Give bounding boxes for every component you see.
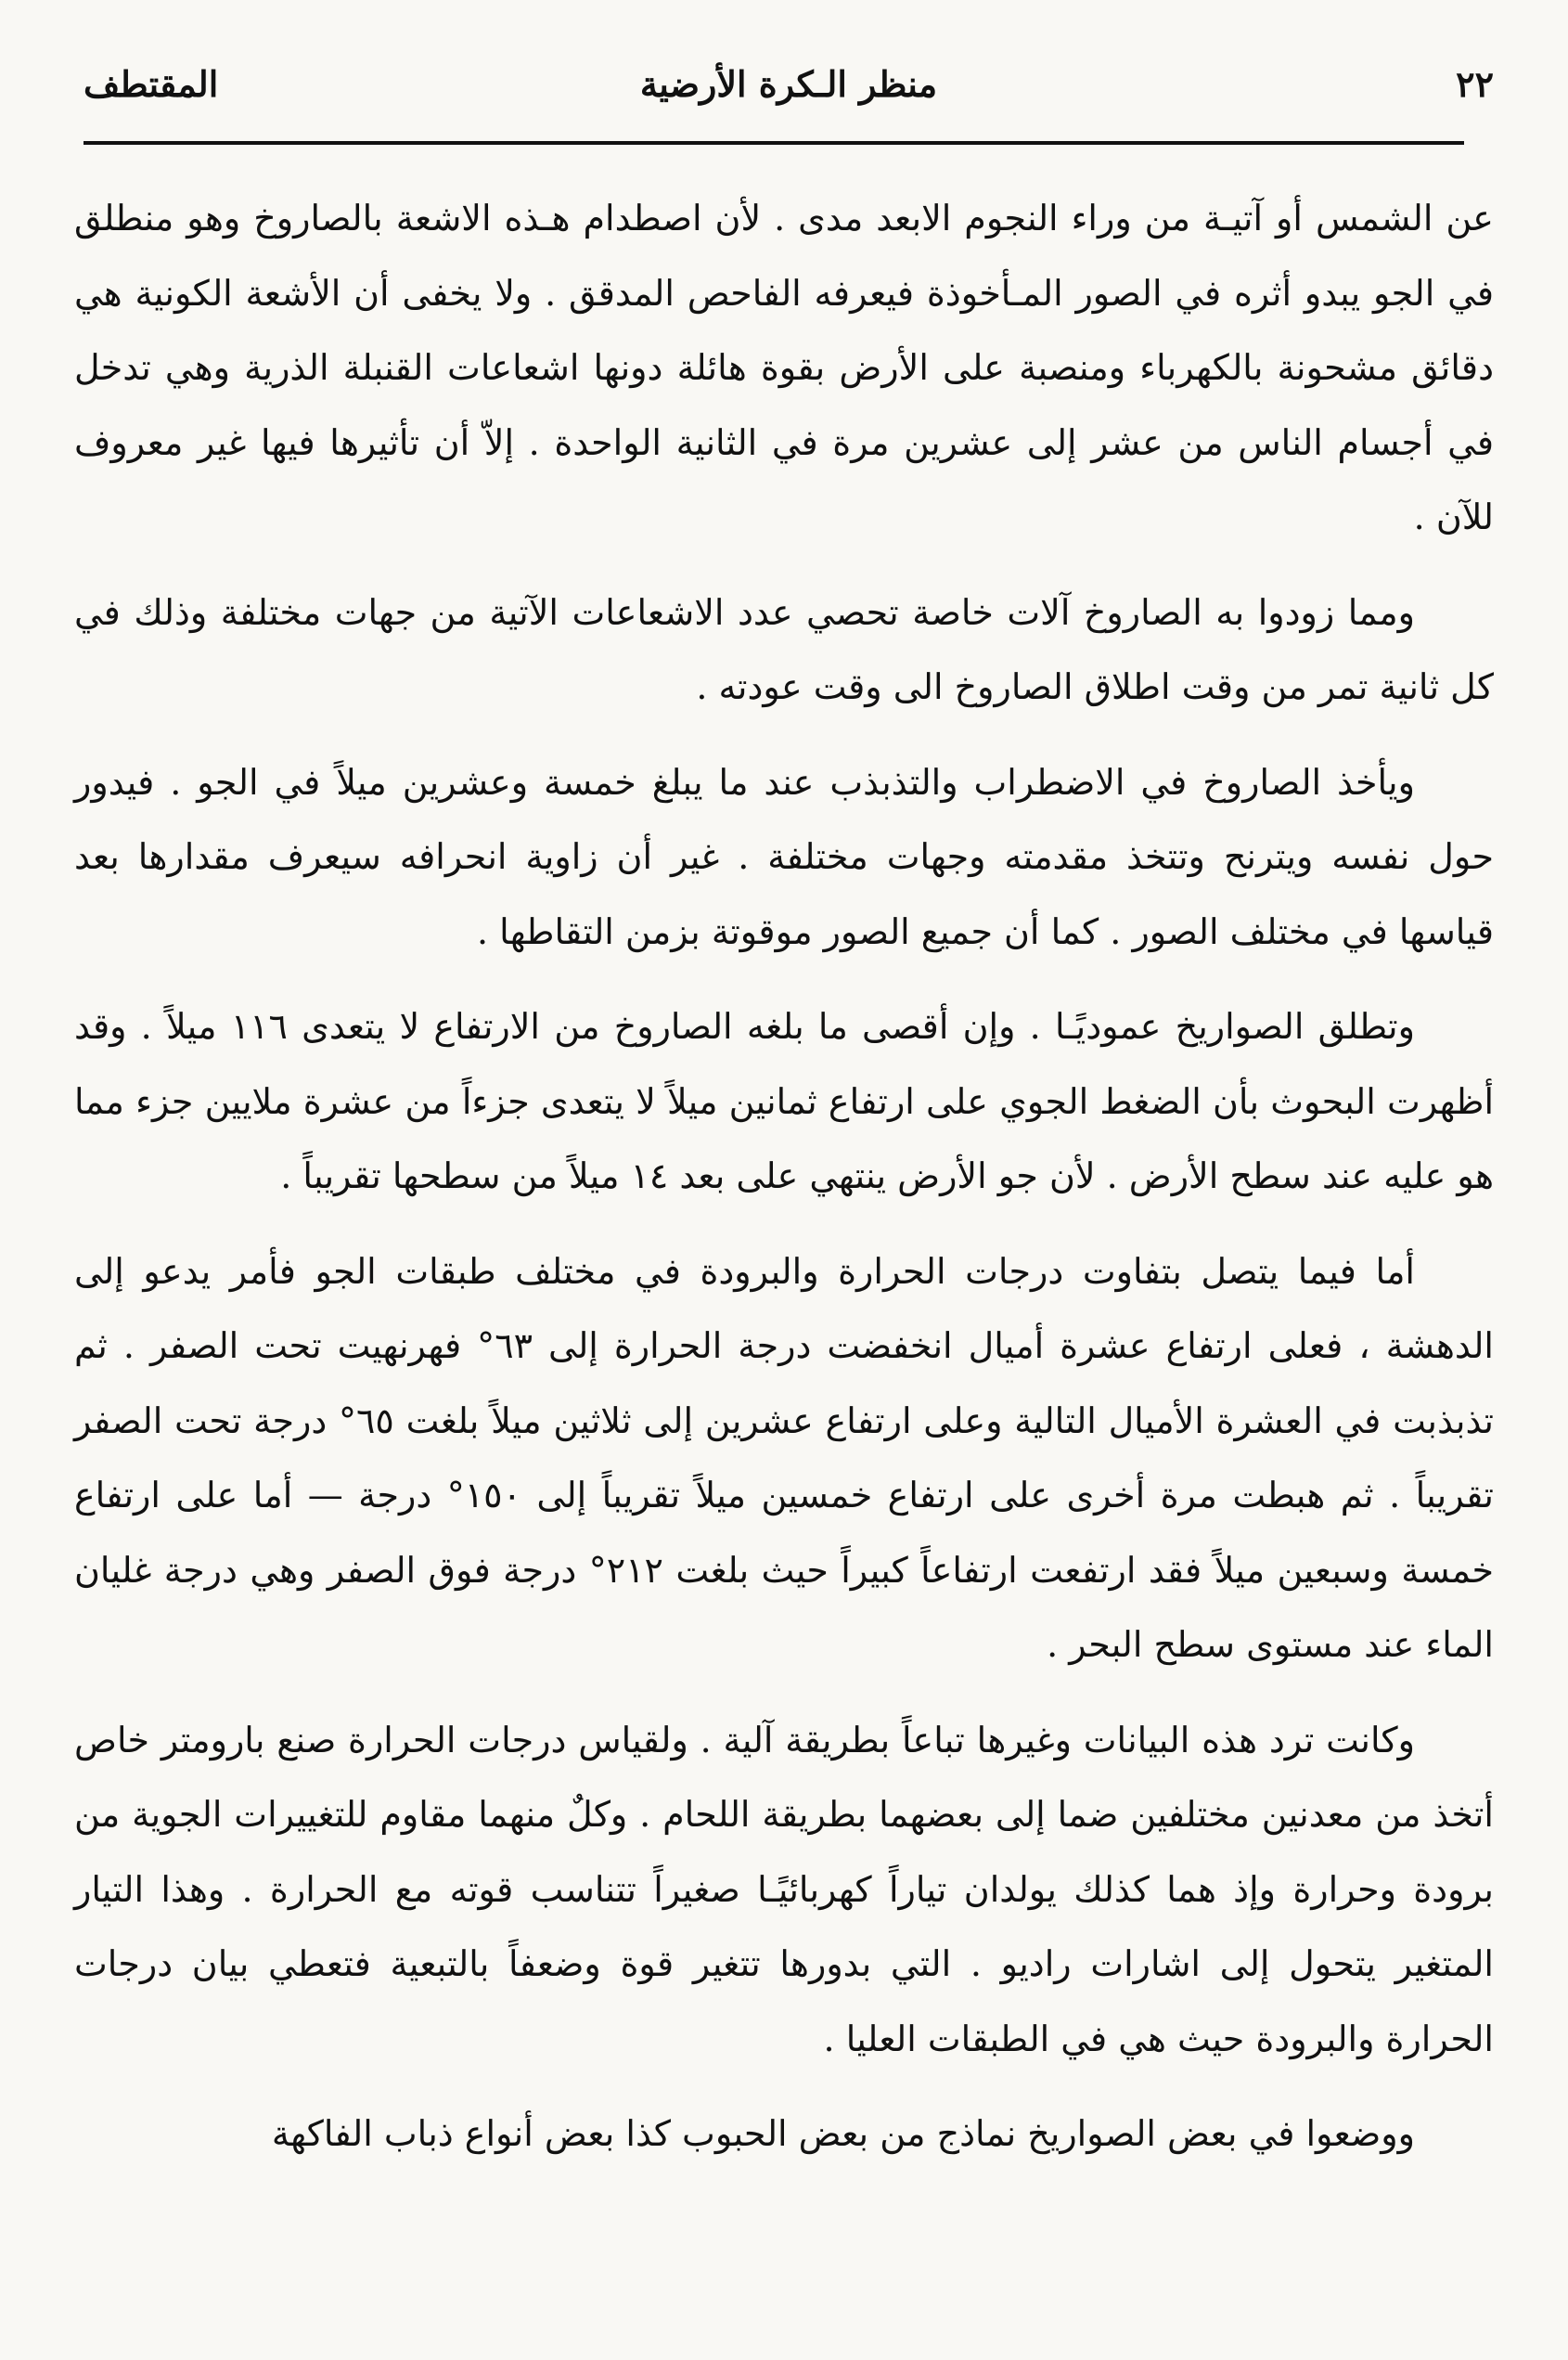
paragraph-7: ووضعوا في بعض الصواريخ نماذج من بعض الحبوب كذا بعض أنواع ذباب الفاكهة — [271, 2113, 1415, 2154]
paragraph-3: ويأخذ الصاروخ في الاضطراب والتذبذب عند ما يبلغ خمسة وعشرين ميلاً في الجو . فيدور حول نفسه ويترنح وتتخذ مقدمته وجهات مختلفة . غير أن زاوية انحرافه سيعرف مقدارها بعد قياسها في مختلف الصور . كما أن جميع الصور موقوتة بزمن التقاطها . — [74, 761, 1494, 952]
page-number: ٢٢ — [1456, 62, 1494, 105]
running-title: منظر الـكرة الأرضية — [639, 62, 938, 105]
article-body — [74, 181, 1494, 2341]
page-header — [84, 51, 1494, 116]
journal-name: المقتطف — [84, 62, 219, 105]
paragraph-1: عن الشمس أو آتيـة من وراء النجوم الابعد مدى . لأن اصطدام هـذه الاشعة بالصاروخ وهو منطلق في الجو يبدو أثره في الصور المـأخوذة فيعرفه الفاحص المدقق . ولا يخفى أن الأشعة الكونية هي دقائق مشحونة بالكهرباء ومنصبة على الأرض بقوة هائلة دونها اشعاعات القنبلة الذرية وهي تدخل في أجسام الناس من عشر إلى عشرين مرة في الثانية الواحدة . إلاّ أن تأثيرها فيها غير معروف للآن . — [74, 198, 1494, 537]
paragraph-2: ومما زودوا به الصاروخ آلات خاصة تحصي عدد الاشعاعات الآتية من جهات مختلفة وذلك في كل ثانية تمر من وقت اطلاق الصاروخ الى وقت عودته . — [74, 591, 1494, 707]
paragraph-5: أما فيما يتصل بتفاوت درجات الحرارة والبرودة في مختلف طبقات الجو فأمر يدعو إلى الدهشة ، فعلى ارتفاع عشرة أميال انخفضت درجة الحرارة إلى ٦٣° فهرنهيت تحت الصفر . ثم تذبذبت في العشرة الأميال التالية وعلى ارتفاع عشرين إلى ثلاثين ميلاً بلغت ٦٥° درجة تحت الصفر تقريباً . ثم هبطت مرة أخرى على ارتفاع خمسين ميلاً تقريباً إلى ١٥٠° درجة — أما على ارتفاع خمسة وسبعين ميلاً فقد ارتفعت ارتفاعاً كبيراً حيث بلغت ٢١٢° درجة فوق الصفر وهي درجة غليان الماء عند مستوى سطح البحر . — [74, 1250, 1494, 1665]
paragraph-4: وتطلق الصواريخ عموديًـا . وإن أقصى ما بلغه الصاروخ من الارتفاع لا يتعدى ١١٦ ميلاً . وقد أظهرت البحوث بأن الضغط الجوي على ارتفاع ثمانين ميلاً لا يتعدى جزءاً من عشرة ملايين جزء مما هو عليه عند سطح الأرض . لأن جو الأرض ينتهي على بعد ١٤ ميلاً من سطحها تقريباً . — [74, 1006, 1494, 1196]
header-rule — [84, 141, 1464, 145]
paragraph-6: وكانت ترد هذه البيانات وغيرها تباعاً بطريقة آلية . ولقياس درجات الحرارة صنع بارومتر خاص أتخذ من معدنين مختلفين ضما إلى بعضهما بطريقة اللحام . وكلٌ منهما مقاوم للتغييرات الجوية من برودة وحرارة وإذ هما كذلك يولدان تياراً كهربائيًـا صغيراً تتناسب قوته مع الحرارة . وهذا التيار المتغير يتحول إلى اشارات راديو . التي بدورها تتغير قوة وضعفاً بالتبعية فتعطي بيان درجات الحرارة والبرودة حيث هي في الطبقات العليا . — [74, 1719, 1494, 2059]
